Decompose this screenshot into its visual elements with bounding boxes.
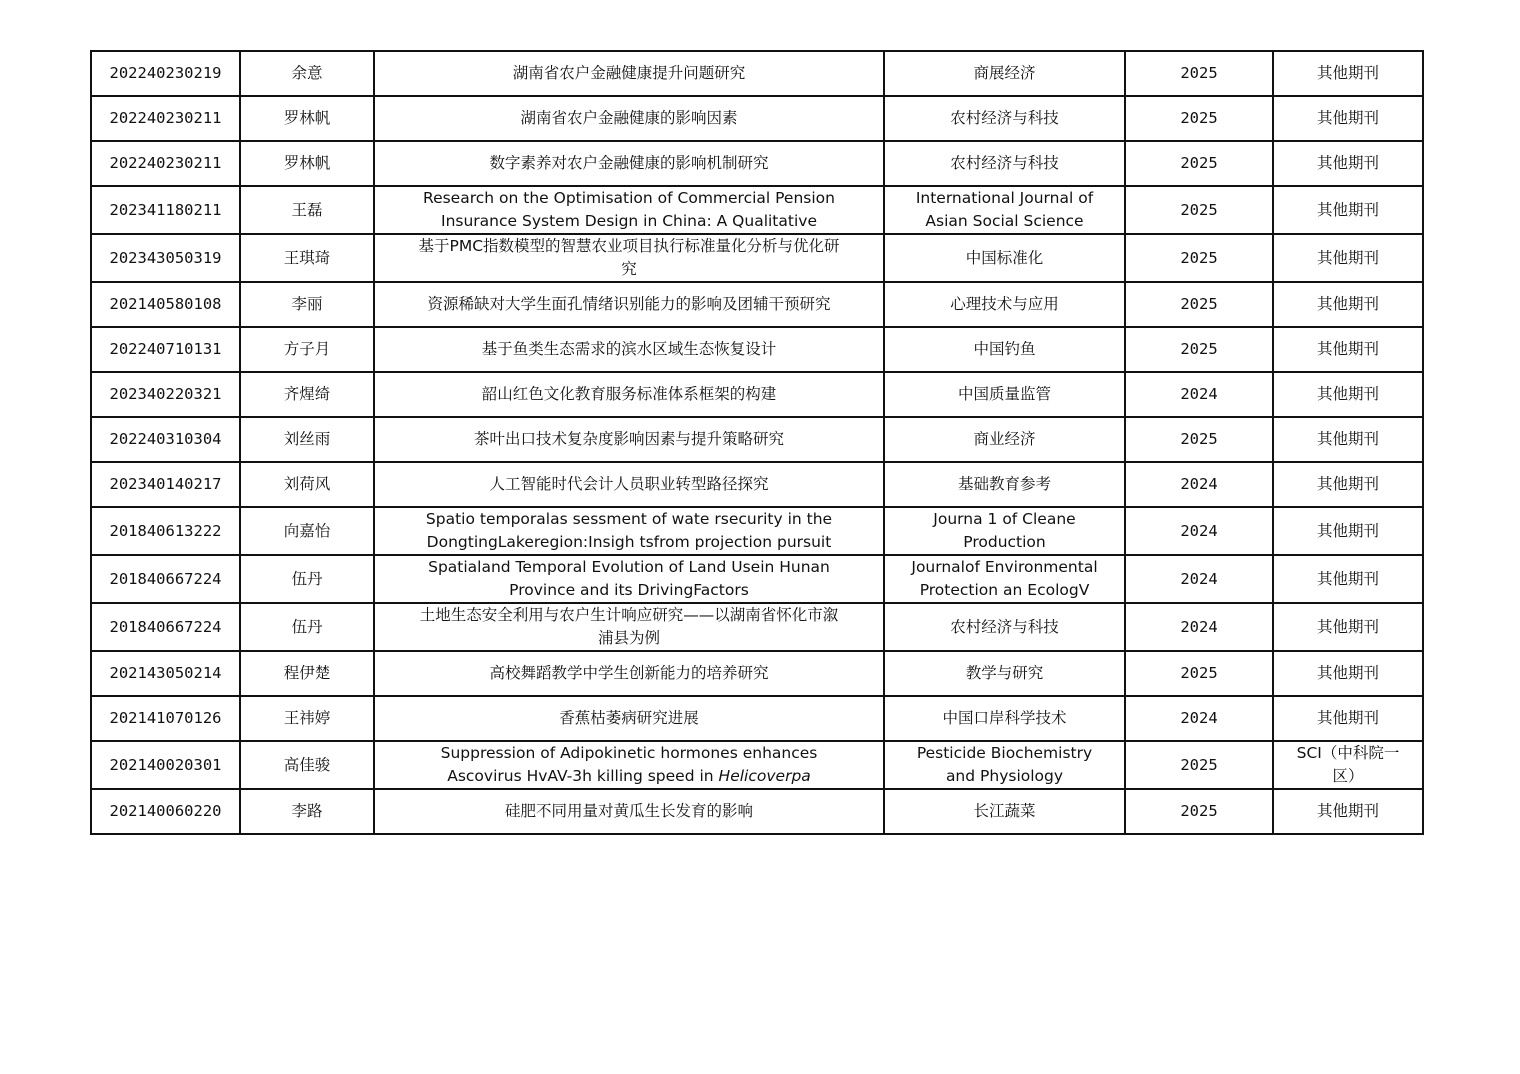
student-id-cell: [91, 51, 240, 96]
student-id: 202240230219: [109, 64, 222, 82]
journal-text: Asian Social Science: [925, 212, 1084, 230]
level-line: [1278, 62, 1418, 85]
publication-table: [90, 50, 1424, 835]
publication-year: 2025: [1180, 248, 1218, 267]
student-id-cell: [91, 603, 240, 651]
title-text: 韶山红色文化教育服务标准体系框架的构建: [481, 385, 777, 403]
author-name: 余意: [291, 64, 323, 82]
journal-text: 长江蔬菜: [973, 802, 1036, 820]
journal-cell: [884, 234, 1125, 282]
publication-year: 2024: [1180, 569, 1218, 588]
title-text: Province and its DrivingFactors: [509, 581, 749, 599]
journal-text: 商展经济: [973, 64, 1036, 82]
level-line: [1278, 742, 1418, 765]
year-cell: [1125, 789, 1273, 834]
journal-level-cell: [1273, 651, 1423, 696]
level-text: 区）: [1332, 767, 1364, 785]
journal-line: [889, 473, 1120, 496]
journal-line: [889, 247, 1120, 270]
level-text: 其他期刊: [1316, 248, 1379, 267]
journal-level-cell: [1273, 51, 1423, 96]
year-cell: [1125, 696, 1273, 741]
journal-text: 农村经济与科技: [950, 154, 1059, 172]
author-name: 伍丹: [291, 617, 323, 636]
level-text: 其他期刊: [1316, 64, 1379, 82]
title-line: [379, 187, 879, 210]
year-cell: [1125, 462, 1273, 507]
publication-year: 2025: [1180, 802, 1218, 820]
journal-cell: [884, 555, 1125, 603]
journal-level-cell: [1273, 372, 1423, 417]
year-cell: [1125, 186, 1273, 234]
journal-line: [889, 293, 1120, 316]
table-row: [91, 186, 1423, 234]
level-line: [1278, 662, 1418, 685]
author-name-cell: [240, 741, 374, 789]
journal-text: 中国质量监管: [957, 385, 1051, 403]
journal-level-cell: [1273, 696, 1423, 741]
year-cell: [1125, 651, 1273, 696]
student-id-cell: [91, 741, 240, 789]
level-line: [1278, 293, 1418, 316]
journal-cell: [884, 789, 1125, 834]
publication-year: 2024: [1180, 709, 1218, 727]
journal-text: 中国口岸科学技术: [942, 709, 1067, 727]
title-line: [379, 428, 879, 451]
author-name-cell: [240, 555, 374, 603]
level-text: 其他期刊: [1316, 569, 1379, 588]
student-id: 201840667224: [109, 569, 222, 588]
table-row: [91, 372, 1423, 417]
author-name: 齐煋绮: [283, 385, 331, 403]
journal-line: [889, 579, 1120, 602]
table-row: [91, 555, 1423, 603]
journal-text: Pesticide Biochemistry: [916, 744, 1093, 762]
title-line: [379, 235, 879, 258]
table-row: [91, 417, 1423, 462]
title-text: 湖南省农户金融健康提升问题研究: [512, 64, 746, 82]
paper-title-cell: [374, 507, 884, 555]
author-name: 伍丹: [291, 569, 323, 588]
title-line: [379, 579, 879, 602]
journal-level-cell: [1273, 741, 1423, 789]
journal-level-cell: [1273, 417, 1423, 462]
student-id-cell: [91, 372, 240, 417]
table-row: [91, 507, 1423, 555]
year-cell: [1125, 372, 1273, 417]
journal-cell: [884, 327, 1125, 372]
journal-line: [889, 187, 1120, 210]
journal-level-cell: [1273, 462, 1423, 507]
author-name: 王琪琦: [283, 248, 331, 267]
publication-year: 2025: [1180, 200, 1218, 219]
author-name-cell: [240, 789, 374, 834]
student-id: 202143050214: [109, 664, 222, 682]
journal-line: [889, 531, 1120, 554]
level-line: [1278, 383, 1418, 406]
student-id: 202240230211: [109, 109, 222, 127]
level-text: 其他期刊: [1316, 664, 1379, 682]
paper-title-cell: [374, 96, 884, 141]
journal-line: [889, 152, 1120, 175]
publication-year: 2025: [1180, 154, 1218, 172]
journal-line: [889, 765, 1120, 788]
student-id-cell: [91, 327, 240, 372]
student-id-cell: [91, 141, 240, 186]
journal-level-cell: [1273, 96, 1423, 141]
student-id-cell: [91, 234, 240, 282]
journal-text: 中国标准化: [965, 248, 1044, 267]
paper-title-cell: [374, 51, 884, 96]
student-id: 202140580108: [109, 295, 222, 313]
student-id: 202141070126: [109, 709, 222, 727]
title-line: [379, 473, 879, 496]
title-text: 茶叶出口技术复杂度影响因素与提升策略研究: [473, 430, 784, 448]
title-line: [379, 152, 879, 175]
journal-cell: [884, 462, 1125, 507]
journal-level-cell: [1273, 603, 1423, 651]
title-line: [379, 556, 879, 579]
journal-level-cell: [1273, 555, 1423, 603]
journal-text: International Journal of: [915, 189, 1094, 207]
journal-cell: [884, 507, 1125, 555]
student-id: 202343050319: [109, 248, 222, 267]
paper-title-cell: [374, 696, 884, 741]
journal-cell: [884, 51, 1125, 96]
student-id: 201840613222: [109, 521, 222, 540]
author-name-cell: [240, 141, 374, 186]
publication-year: 2025: [1180, 340, 1218, 358]
title-line: [379, 338, 879, 361]
table-row: [91, 462, 1423, 507]
journal-text: Production: [963, 533, 1046, 551]
publication-year: 2024: [1180, 617, 1218, 636]
publication-year: 2025: [1180, 664, 1218, 682]
publication-year: 2025: [1180, 295, 1218, 313]
student-id-cell: [91, 696, 240, 741]
journal-cell: [884, 282, 1125, 327]
publication-year: 2025: [1180, 64, 1218, 82]
paper-title-cell: [374, 234, 884, 282]
journal-level-cell: [1273, 141, 1423, 186]
author-name-cell: [240, 603, 374, 651]
author-name: 罗林帆: [283, 109, 331, 127]
paper-title-cell: [374, 372, 884, 417]
title-line: [379, 800, 879, 823]
level-line: [1278, 152, 1418, 175]
student-id-cell: [91, 507, 240, 555]
level-line: [1278, 428, 1418, 451]
title-text: Spatio temporalas sessment of wate rsecurity in the: [425, 510, 833, 528]
journal-level-cell: [1273, 327, 1423, 372]
paper-title-cell: [374, 603, 884, 651]
title-line: [379, 508, 879, 531]
title-text: 浦县为例: [597, 629, 660, 647]
journal-cell: [884, 141, 1125, 186]
author-name-cell: [240, 282, 374, 327]
paper-title-cell: [374, 282, 884, 327]
table-row: [91, 651, 1423, 696]
title-line: [379, 765, 879, 788]
journal-line: [889, 616, 1120, 639]
journal-text: 农村经济与科技: [950, 617, 1059, 636]
author-name: 程伊楚: [283, 664, 331, 682]
author-name: 高佳骏: [283, 755, 331, 774]
level-line: [1278, 107, 1418, 130]
level-line: [1278, 568, 1418, 591]
level-text: 其他期刊: [1316, 521, 1379, 540]
journal-line: [889, 383, 1120, 406]
journal-line: [889, 662, 1120, 685]
level-text: 其他期刊: [1316, 109, 1379, 127]
author-name: 刘荷风: [283, 475, 331, 493]
journal-text: 农村经济与科技: [950, 109, 1059, 127]
author-name-cell: [240, 372, 374, 417]
journal-cell: [884, 417, 1125, 462]
title-text: 资源稀缺对大学生面孔情绪识别能力的影响及团辅干预研究: [427, 295, 831, 313]
title-text: 高校舞蹈教学中学生创新能力的培养研究: [489, 664, 769, 682]
paper-title-cell: [374, 417, 884, 462]
level-text: 其他期刊: [1316, 430, 1379, 448]
journal-cell: [884, 741, 1125, 789]
journal-text: 教学与研究: [965, 664, 1044, 682]
year-cell: [1125, 282, 1273, 327]
author-name-cell: [240, 327, 374, 372]
journal-line: [889, 800, 1120, 823]
level-text: 其他期刊: [1316, 340, 1379, 358]
journal-text: Journa 1 of Cleane: [933, 510, 1076, 528]
journal-line: [889, 556, 1120, 579]
year-cell: [1125, 96, 1273, 141]
title-text: Spatialand Temporal Evolution of Land Usein Hunan: [428, 558, 830, 576]
title-line: [379, 107, 879, 130]
author-name: 王磊: [291, 200, 323, 219]
level-line: [1278, 473, 1418, 496]
title-line: [379, 258, 879, 281]
table-row: [91, 696, 1423, 741]
level-text: 其他期刊: [1316, 154, 1379, 172]
title-text: DongtingLakeregion:Insigh tsfrom projection pursuit: [426, 533, 832, 551]
student-id-cell: [91, 186, 240, 234]
paper-title-cell: [374, 462, 884, 507]
title-line: [379, 293, 879, 316]
journal-line: [889, 62, 1120, 85]
journal-cell: [884, 372, 1125, 417]
student-id: 201840667224: [109, 617, 222, 636]
author-name: 王祎婷: [283, 709, 331, 727]
table-row: [91, 282, 1423, 327]
journal-level-cell: [1273, 282, 1423, 327]
journal-text: and Physiology: [945, 767, 1064, 785]
journal-line: [889, 428, 1120, 451]
title-line: [379, 604, 879, 627]
paper-title-cell: [374, 141, 884, 186]
journal-cell: [884, 186, 1125, 234]
author-name-cell: [240, 96, 374, 141]
author-name: 李丽: [291, 295, 323, 313]
author-name: 李路: [291, 802, 323, 820]
journal-level-cell: [1273, 789, 1423, 834]
title-text: 香蕉枯萎病研究进展: [559, 709, 699, 727]
author-name: 刘丝雨: [283, 430, 331, 448]
student-id: 202341180211: [109, 200, 222, 219]
paper-title-cell: [374, 741, 884, 789]
publication-table-container: [90, 50, 1422, 835]
year-cell: [1125, 234, 1273, 282]
level-line: [1278, 707, 1418, 730]
journal-line: [889, 742, 1120, 765]
journal-line: [889, 107, 1120, 130]
level-text: 其他期刊: [1316, 475, 1379, 493]
level-text: SCI（中科院一: [1296, 744, 1400, 762]
year-cell: [1125, 555, 1273, 603]
year-cell: [1125, 141, 1273, 186]
title-text: 土地生态安全利用与农户生计响应研究——以湖南省怀化市溆: [419, 606, 839, 624]
paper-title-cell: [374, 327, 884, 372]
journal-line: [889, 707, 1120, 730]
level-line: [1278, 338, 1418, 361]
author-name-cell: [240, 234, 374, 282]
publication-year: 2025: [1180, 755, 1218, 774]
author-name-cell: [240, 651, 374, 696]
title-text: Insurance System Design in China: A Qualitative: [441, 212, 817, 230]
student-id: 202140020301: [109, 755, 222, 774]
title-line: [379, 627, 879, 650]
author-name-cell: [240, 507, 374, 555]
year-cell: [1125, 603, 1273, 651]
student-id-cell: [91, 462, 240, 507]
journal-level-cell: [1273, 234, 1423, 282]
level-line: [1278, 199, 1418, 222]
author-name: 向嘉怡: [283, 521, 331, 540]
title-text: 基于PMC指数模型的智慧农业项目执行标准量化分析与优化研: [418, 237, 840, 255]
publication-year: 2024: [1180, 385, 1218, 403]
year-cell: [1125, 51, 1273, 96]
journal-text: Journalof Environmental: [911, 558, 1098, 576]
journal-cell: [884, 96, 1125, 141]
journal-text: 基础教育参考: [957, 475, 1051, 493]
title-line: [379, 210, 879, 233]
paper-title-cell: [374, 186, 884, 234]
author-name-cell: [240, 186, 374, 234]
level-line: [1278, 800, 1418, 823]
journal-line: [889, 210, 1120, 233]
level-line: [1278, 616, 1418, 639]
title-line: [379, 742, 879, 765]
title-line: [379, 62, 879, 85]
journal-line: [889, 338, 1120, 361]
year-cell: [1125, 741, 1273, 789]
student-id: 202140060220: [109, 802, 222, 820]
title-text: 硅肥不同用量对黄瓜生长发育的影响: [504, 802, 753, 820]
journal-cell: [884, 651, 1125, 696]
journal-text: 商业经济: [973, 430, 1036, 448]
level-text: 其他期刊: [1316, 802, 1379, 820]
title-line: [379, 662, 879, 685]
author-name-cell: [240, 51, 374, 96]
student-id: 202240310304: [109, 430, 222, 448]
journal-line: [889, 508, 1120, 531]
title-text: Research on the Optimisation of Commercial Pension: [423, 189, 835, 207]
author-name-cell: [240, 696, 374, 741]
table-row: [91, 603, 1423, 651]
table-row: [91, 327, 1423, 372]
student-id-cell: [91, 282, 240, 327]
journal-level-cell: [1273, 186, 1423, 234]
student-id-cell: [91, 555, 240, 603]
student-id-cell: [91, 651, 240, 696]
level-line: [1278, 520, 1418, 543]
author-name: 罗林帆: [283, 154, 331, 172]
author-name-cell: [240, 462, 374, 507]
level-line: [1278, 247, 1418, 270]
level-text: 其他期刊: [1316, 295, 1379, 313]
title-line: [379, 531, 879, 554]
student-id-cell: [91, 789, 240, 834]
publication-year: 2025: [1180, 109, 1218, 127]
student-id-cell: [91, 96, 240, 141]
table-body: [91, 51, 1423, 834]
paper-title-cell: [374, 651, 884, 696]
year-cell: [1125, 417, 1273, 462]
student-id: 202340140217: [109, 475, 222, 493]
table-row: [91, 96, 1423, 141]
level-text: 其他期刊: [1316, 709, 1379, 727]
year-cell: [1125, 507, 1273, 555]
journal-text: 心理技术与应用: [950, 295, 1059, 313]
table-row: [91, 51, 1423, 96]
level-text: 其他期刊: [1316, 385, 1379, 403]
title-text: 湖南省农户金融健康的影响因素: [520, 109, 738, 127]
journal-text: Protection an EcologV: [919, 581, 1090, 599]
journal-cell: [884, 603, 1125, 651]
title-italic-text: Helicoverpa: [718, 767, 811, 785]
author-name-cell: [240, 417, 374, 462]
title-text: 数字素养对农户金融健康的影响机制研究: [489, 154, 769, 172]
paper-title-cell: [374, 789, 884, 834]
level-text: 其他期刊: [1316, 200, 1379, 219]
publication-year: 2024: [1180, 475, 1218, 493]
title-line: [379, 383, 879, 406]
student-id-cell: [91, 417, 240, 462]
author-name: 方子月: [283, 340, 331, 358]
journal-level-cell: [1273, 507, 1423, 555]
journal-cell: [884, 696, 1125, 741]
title-text: Ascovirus HvAV-3h killing speed in: [447, 767, 714, 785]
level-line: [1278, 765, 1418, 788]
level-text: 其他期刊: [1316, 617, 1379, 636]
title-text: 基于鱼类生态需求的滨水区域生态恢复设计: [481, 340, 777, 358]
table-row: [91, 789, 1423, 834]
table-row: [91, 234, 1423, 282]
paper-title-cell: [374, 555, 884, 603]
title-line: [379, 707, 879, 730]
title-text: 究: [621, 260, 637, 278]
journal-text: 中国钓鱼: [973, 340, 1036, 358]
student-id: 202240710131: [109, 340, 222, 358]
table-row: [91, 741, 1423, 789]
student-id: 202340220321: [109, 385, 222, 403]
title-text: 人工智能时代会计人员职业转型路径探究: [489, 475, 769, 493]
publication-year: 2025: [1180, 430, 1218, 448]
year-cell: [1125, 327, 1273, 372]
student-id: 202240230211: [109, 154, 222, 172]
title-text: Suppression of Adipokinetic hormones enhances: [440, 744, 818, 762]
publication-year: 2024: [1180, 521, 1218, 540]
table-row: [91, 141, 1423, 186]
